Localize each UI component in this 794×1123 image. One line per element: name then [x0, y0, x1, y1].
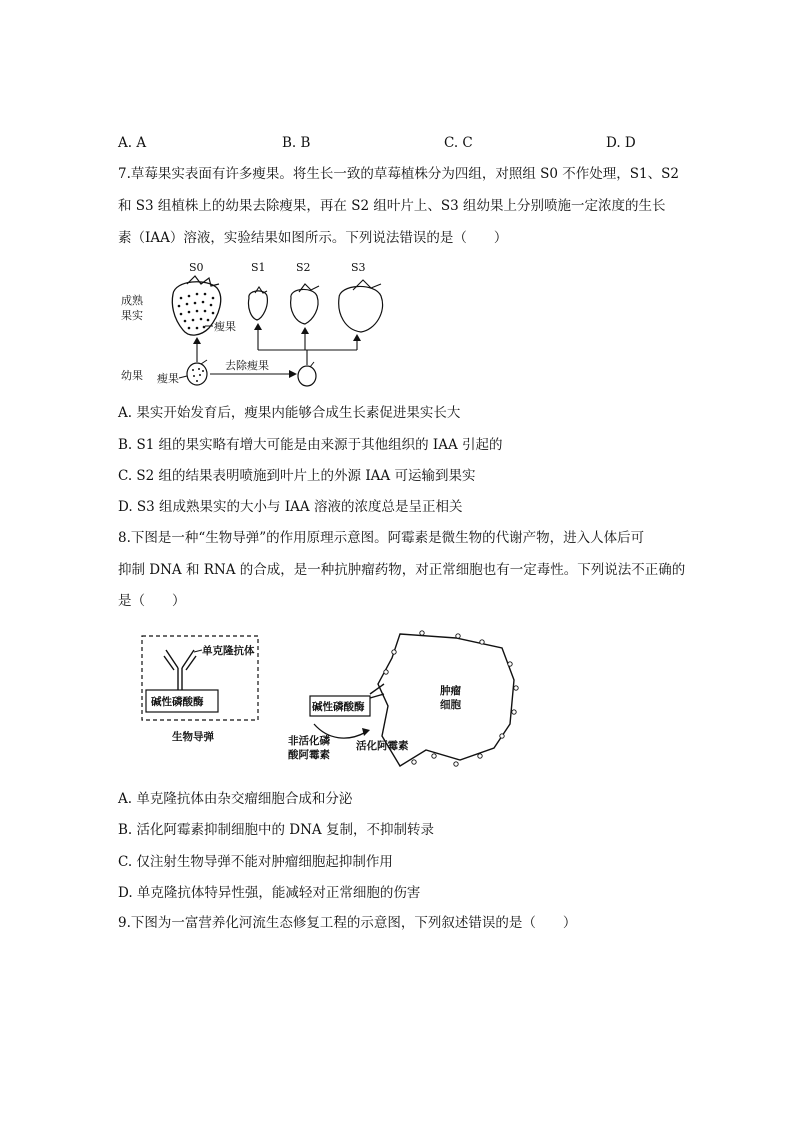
option-d-prev: D. D — [606, 135, 636, 151]
group-label-s1: S1 — [251, 261, 266, 274]
q8-option-b: B. 活化阿霉素抑制细胞中的 DNA 复制，不抑制转录 — [118, 822, 434, 838]
group-label-s0: S0 — [189, 261, 204, 274]
q7-stem-line-3: 素（IAA）溶液，实验结果如图所示。下列说法错误的是（ ） — [118, 230, 508, 246]
q9-stem-line: 9.下图为一富营养化河流生态修复工程的示意图，下列叙述错误的是（ ） — [118, 915, 577, 931]
q7-option-d: D. S3 组成熟果实的大小与 IAA 溶液的浓度总是呈正相关 — [118, 499, 463, 515]
tumor-label-1: 肿瘤 — [440, 685, 461, 697]
group-label-s3: S3 — [351, 261, 366, 274]
q7-option-a: A. 果实开始发育后，瘦果内能够合成生长素促进果实长大 — [118, 405, 461, 421]
enzyme-label: 碱性磷酸酶 — [151, 696, 204, 708]
strawberry-figure — [115, 258, 415, 394]
q8-option-d: D. 单克隆抗体特异性强，能减轻对正常细胞的伤害 — [118, 885, 421, 901]
tumor-label-2: 细胞 — [440, 699, 461, 711]
biological-missile-figure — [138, 628, 533, 776]
strawberry-s2-icon — [291, 284, 319, 324]
missile-label: 生物导弹 — [172, 731, 214, 743]
antibody-label: 单克隆抗体 — [202, 645, 255, 657]
inactive-label-1: 非活化磷 — [288, 735, 330, 747]
inactive-label-2: 酸阿霉素 — [288, 749, 330, 761]
option-c-prev: C. C — [444, 135, 473, 151]
q8-stem-line-2: 抑制 DNA 和 RNA 的合成，是一种抗肿瘤药物，对正常细胞也有一定毒性。下列说法不正确的 — [118, 562, 686, 578]
option-a-prev: A. A — [118, 135, 147, 151]
q8-option-a: A. 单克隆抗体由杂交瘤细胞合成和分泌 — [118, 791, 353, 807]
group-label-s2: S2 — [296, 261, 311, 274]
achene-label-top: 瘦果 — [214, 320, 236, 333]
row-label-mature-1: 成熟 — [121, 294, 143, 307]
young-fruit-no-achenes-icon — [298, 362, 316, 386]
row-label-mature-2: 果实 — [121, 309, 143, 322]
remove-achene-label: 去除瘦果 — [225, 359, 269, 372]
q8-stem-line-1: 8.下图是一种“生物导弹”的作用原理示意图。阿霉素是微生物的代谢产物，进入人体后可 — [118, 530, 645, 546]
strawberry-s1-icon — [248, 287, 267, 320]
active-label: 活化阿霉素 — [356, 740, 409, 752]
row-label-young: 幼果 — [121, 369, 143, 382]
q7-option-c: C. S2 组的结果表明喷施到叶片上的外源 IAA 可运输到果实 — [118, 468, 476, 484]
antibody-icon — [164, 650, 196, 690]
achene-label-left: 瘦果 — [157, 372, 179, 385]
q8-option-c: C. 仅注射生物导弹不能对肿瘤细胞起抑制作用 — [118, 854, 393, 870]
young-fruit-with-achenes-icon — [187, 360, 207, 385]
q8-stem-line-3: 是（ ） — [118, 593, 186, 609]
q7-stem-line-1: 7.草莓果实表面有许多瘦果。将生长一致的草莓植株分为四组，对照组 S0 不作处理，S1、S2 — [118, 166, 679, 182]
q7-stem-line-2: 和 S3 组植株上的幼果去除瘦果，再在 S2 组叶片上、S3 组幼果上分别喷施一定浓度的生长 — [118, 198, 666, 214]
strawberry-s3-icon — [339, 280, 383, 332]
option-b-prev: B. B — [282, 135, 311, 151]
q7-option-b: B. S1 组的果实略有增大可能是由来源于其他组织的 IAA 引起的 — [118, 437, 503, 453]
enzyme-label-2: 碱性磷酸酶 — [312, 701, 365, 713]
